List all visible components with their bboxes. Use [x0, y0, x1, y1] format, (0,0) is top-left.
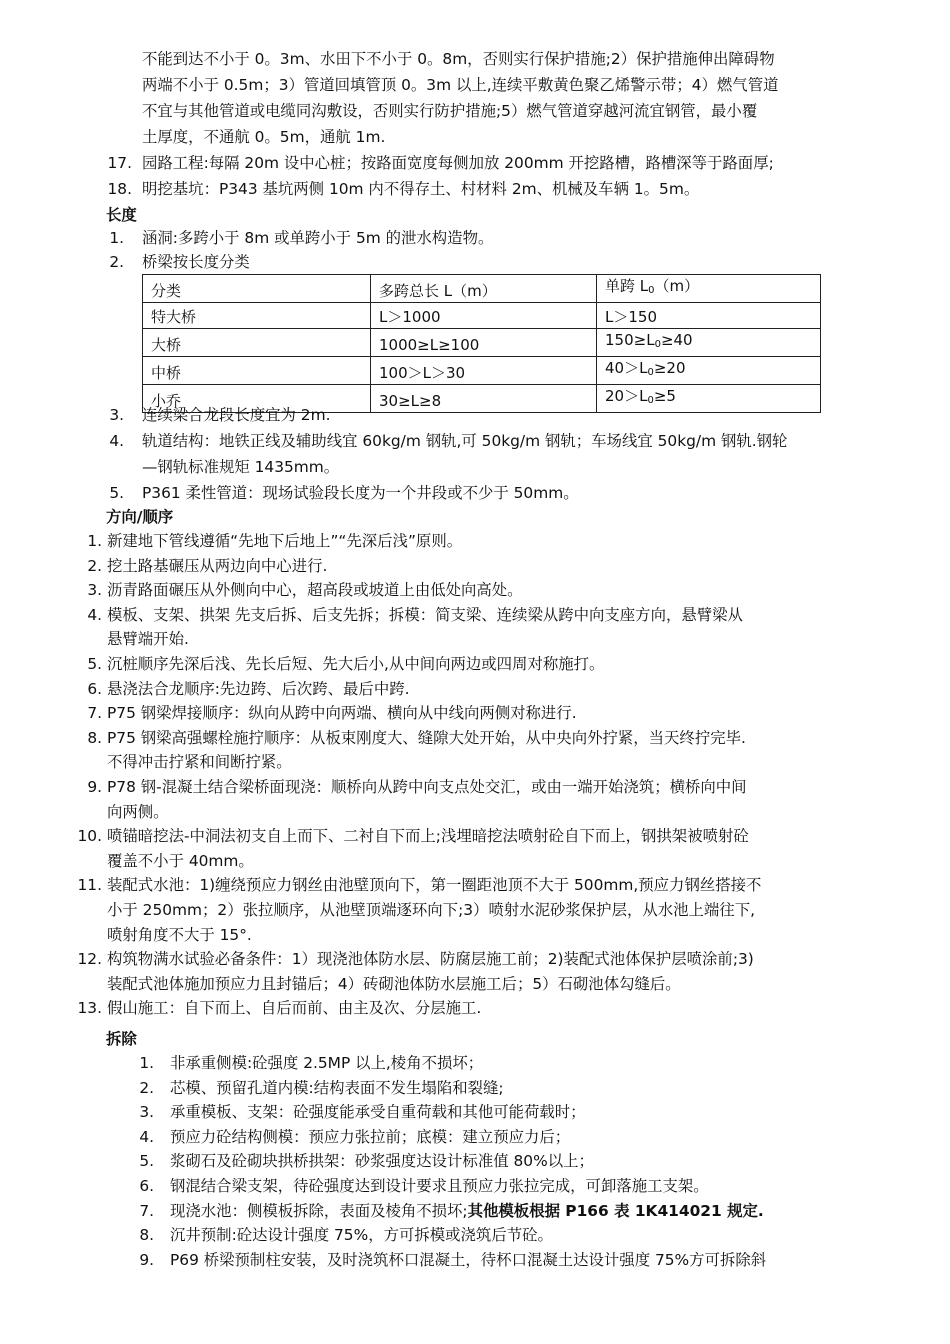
list-item [170, 1053, 483, 1073]
intro-line: 不宜与其他管道或电缆同沟敷设，否则实行防护措施;5）燃气管道穿越河流宜钢管，最小覆 [142, 102, 758, 120]
list-number: 4. [139, 1127, 154, 1146]
list-item-text: 非承重侧模:砼强度 2.5MP 以上,棱角不损坏； [170, 1054, 484, 1072]
list-item-continuation: —钢轨标准规矩 1435mm。 [142, 458, 340, 476]
intro-line: 土厚度，不通航 0。5m，通航 1m. [142, 128, 386, 146]
list-item [170, 1151, 594, 1171]
table-cell: 1000≥L≥100 [371, 329, 597, 357]
table-row [143, 357, 821, 385]
list-number: 4. [109, 432, 124, 450]
list-item [170, 1250, 766, 1270]
list-number: 13. [77, 999, 102, 1018]
table-cell: L＞150 [597, 303, 821, 329]
list-number: 6. [87, 679, 102, 698]
list-item-continuation: 不得冲击拧紧和间断拧紧。 [107, 753, 292, 772]
list-number: 3. [87, 581, 102, 600]
list-item: 喷锚暗挖法-中洞法初支自上而下、二衬自下而上;浅埋暗挖法喷射砼自下而上，钢拱架被喷射砼 [107, 827, 749, 846]
list-item-continuation: 覆盖不小于 40mm。 [107, 851, 254, 870]
intro-line: 两端不小于 0.5m；3）管道回填管顶 0。3m 以上,连续平敷黄色聚乙烯警示带；4）燃气管道 [142, 76, 779, 94]
list-item-text: 钢混结合梁支架，待砼强度达到设计要求且预应力张拉完成，可卸落施工支架。 [170, 1177, 709, 1195]
list-number: 3. [109, 406, 124, 424]
list-item: 沉桩顺序先深后浅、先长后短、先大后小,从中间向两边或四周对称施打。 [107, 655, 605, 673]
section-heading-removal: 拆除 [106, 1030, 137, 1048]
list-item-text: P69 桥梁预制柱安装，及时浇筑杯口混凝土，待杯口混凝土达设计强度 75%方可拆除斜 [170, 1250, 767, 1269]
list-item [170, 1127, 570, 1147]
list-number: 9. [87, 778, 102, 796]
list-number: 1. [139, 1054, 154, 1072]
list-number: 3. [139, 1103, 154, 1122]
list-item [170, 1078, 504, 1098]
table-header-cell: 多跨总长 L（m） [371, 275, 597, 303]
list-number: 7. [139, 1201, 154, 1220]
list-item-text: 浆砌石及砼砌块拱桥拱架：砂浆强度达设计标准值 80%以上； [170, 1152, 594, 1171]
table-cell: $40>L_0\ge 20$ [597, 357, 821, 385]
list-item [170, 1176, 709, 1196]
list-item: 模板、支架、拱架 先支后拆、后支先拆；拆模：简支梁、连续梁从跨中向支座方向，悬臂梁从 [107, 605, 743, 624]
list-number: 17. [107, 154, 132, 172]
list-number: 5. [87, 655, 102, 673]
list-item: P75 钢梁焊接顺序：纵向从跨中向两端、横向从中线向两侧对称进行. [107, 704, 577, 723]
list-number: 11. [77, 876, 102, 895]
list-item-continuation: 喷射角度不大于 15°. [107, 925, 252, 944]
table-header-row [143, 275, 821, 303]
list-number: 2. [109, 253, 124, 271]
table-cell: 30≥L≥8 [371, 385, 597, 413]
list-item: 沥青路面碾压从外侧向中心，超高段或坡道上由低处向高处。 [107, 581, 523, 600]
list-item [170, 1201, 764, 1221]
list-item-bold-text: 其他模板根据 P166 表 1K414021 规定. [467, 1201, 764, 1220]
list-number: 1. [109, 229, 124, 247]
list-item: 轨道结构：地铁正线及辅助线宜 60kg/m 钢轨,可 50kg/m 钢轨；车场线宜 50kg/m 钢轨.钢轮 [142, 432, 788, 450]
list-number: 5. [139, 1152, 154, 1171]
table-row [143, 303, 821, 329]
list-item: 构筑物满水试验必备条件：1）现浇池体防水层、防腐层施工前；2)装配式池体保护层喷涂前;3) [107, 950, 754, 969]
list-item: P75 钢梁高强螺栓施拧顺序：从板束刚度大、缝隙大处开始，从中央向外拧紧，当天终拧完毕. [107, 728, 746, 747]
list-item-text: 现浇水池：侧模板拆除，表面及棱角不损坏; [170, 1201, 468, 1220]
list-number: 7. [87, 704, 102, 723]
list-item: 挖土路基碾压从两边向中心进行. [107, 556, 328, 575]
table-header-cell: 单跨 $L_0(m)$ [597, 275, 821, 303]
intro-line: 不能到达不小于 0。3m、水田下不小于 0。8m，否则实行保护措施;2）保护措施伸出障碍物 [142, 50, 775, 68]
list-item: 园路工程:每隔 20m 设中心桩；按路面宽度每侧加放 200mm 开挖路槽，路槽深等于路面厚; [142, 154, 774, 172]
list-number: 6. [139, 1177, 154, 1195]
list-item: 假山施工：自下而上、自后而前、由主及次、分层施工. [107, 999, 482, 1018]
table-cell: $20>L_0\ge 5$ [597, 385, 821, 413]
table-header-cell: 分类 [143, 275, 371, 303]
list-number: 18. [107, 180, 132, 198]
bridge-classification-table [142, 274, 821, 413]
list-number: 2. [139, 1078, 154, 1097]
list-item: 悬浇法合龙顺序:先边跨、后次跨、最后中跨. [107, 679, 410, 698]
table-cell: 中桥 [143, 357, 371, 385]
list-number: 1. [87, 532, 102, 550]
list-item-text: 预应力砼结构侧模：预应力张拉前；底模：建立预应力后； [170, 1127, 571, 1146]
list-item: 明挖基坑：P343 基坑两侧 10m 内不得存土、村材料 2m、机械及车辆 1。5m。 [142, 180, 700, 198]
list-number: 4. [87, 605, 102, 624]
list-item: P361 柔性管道：现场试验段长度为一个井段或不少于 50mm。 [142, 484, 579, 502]
list-item-continuation: 悬臂端开始. [107, 630, 189, 649]
list-number: 8. [87, 728, 102, 747]
list-item: 涵洞:多跨小于 8m 或单跨小于 5m 的泄水构造物。 [142, 229, 494, 247]
list-item: 装配式水池：1)缠绕预应力钢丝由池壁顶向下，第一圈距池顶不大于 500mm,预应力钢丝搭接不 [107, 876, 762, 895]
table-cell: 100＞L＞30 [371, 357, 597, 385]
list-item [170, 1102, 586, 1122]
list-item: P78 钢-混凝土结合梁桥面现浇：顺桥向从跨中向支点处交汇，或由一端开始浇筑；横桥向中间 [107, 778, 747, 796]
list-item: 连续梁合龙段长度宜为 2m. [142, 406, 331, 424]
list-item-continuation: 装配式池体施加预应力且封锚后；4）砖砌池体防水层施工后；5）石砌池体勾缝后。 [107, 974, 681, 993]
section-heading-direction: 方向/顺序 [106, 508, 174, 526]
table-cell: $150\ge L_0\ge 40$ [597, 329, 821, 357]
table-cell: 特大桥 [143, 303, 371, 329]
table-cell: 小乔 [143, 385, 371, 413]
list-item-continuation: 小于 250mm；2）张拉顺序，从池壁顶端逐环向下;3）喷射水泥砂浆保护层，从水池上端往下, [107, 901, 755, 919]
list-item: 新建地下管线遵循“先地下后地上”“先深后浅”原则。 [107, 532, 463, 550]
list-item [170, 1225, 553, 1245]
table-cell: L＞1000 [371, 303, 597, 329]
list-number: 8. [139, 1226, 154, 1245]
list-item-text: 沉井预制:砼达设计强度 75%，方可拆模或浇筑后节砼。 [170, 1226, 553, 1245]
list-number: 10. [77, 827, 102, 846]
list-number: 2. [87, 556, 102, 575]
table-cell: 大桥 [143, 329, 371, 357]
list-item: 桥梁按长度分类 [142, 253, 250, 271]
list-number: 12. [77, 950, 102, 969]
list-number: 5. [109, 484, 124, 502]
section-heading-length: 长度 [106, 206, 137, 224]
list-item-text: 承重模板、支架：砼强度能承受自重荷载和其他可能荷载时； [170, 1103, 586, 1122]
list-item-continuation: 向两侧。 [107, 802, 169, 821]
list-number: 9. [139, 1250, 154, 1269]
table-row [143, 329, 821, 357]
list-item-text: 芯模、预留孔道内模:结构表面不发生塌陷和裂缝; [170, 1078, 504, 1097]
